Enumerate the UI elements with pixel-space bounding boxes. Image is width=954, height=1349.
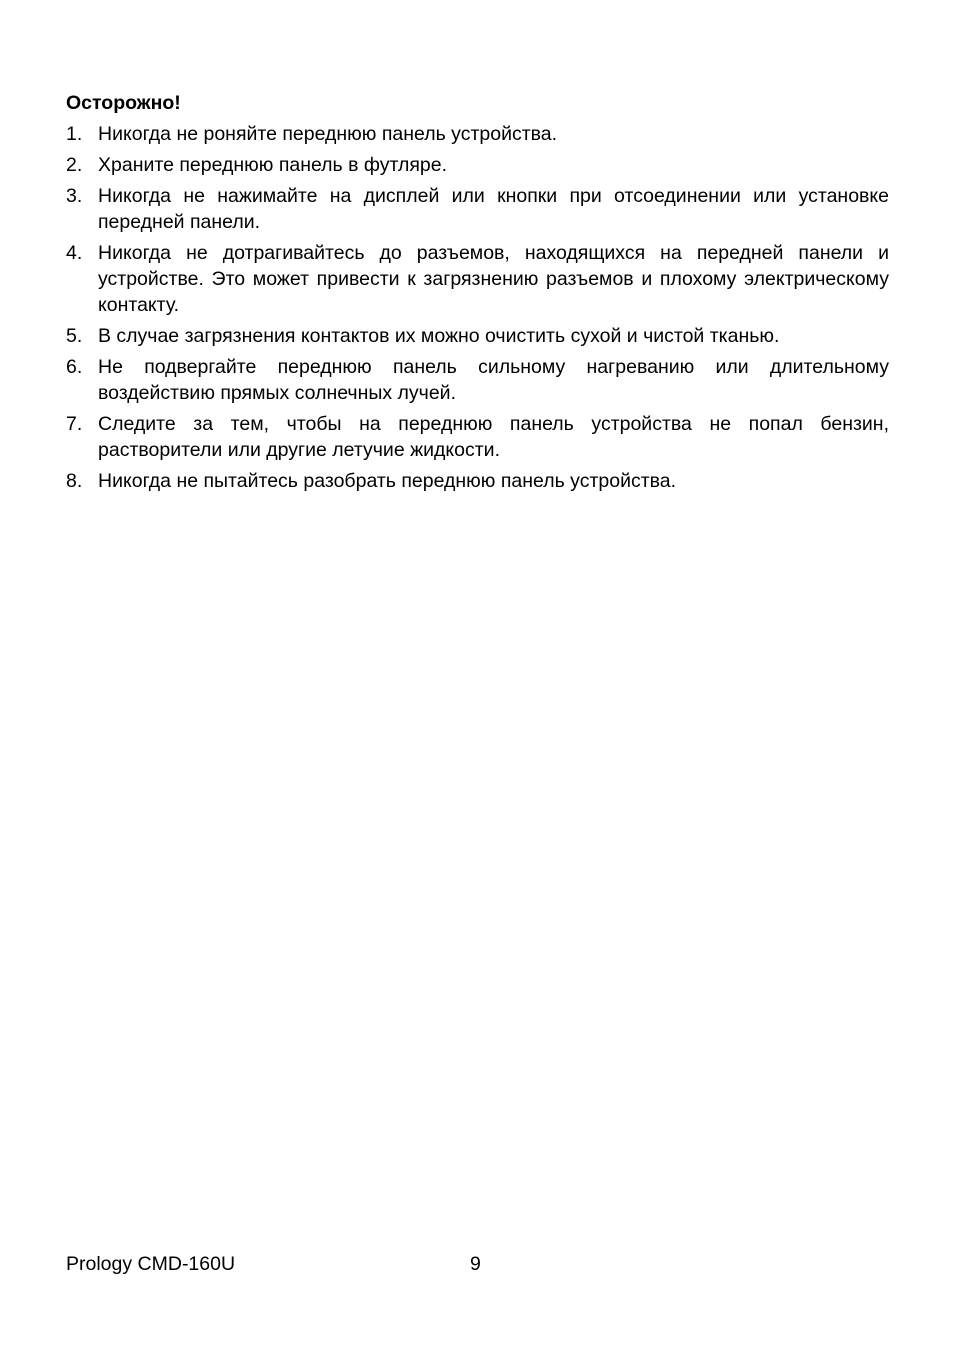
item-number: 5. xyxy=(66,325,83,347)
item-number: 8. xyxy=(66,470,83,492)
list-item xyxy=(66,468,889,494)
item-number: 4. xyxy=(66,242,83,264)
item-number: 3. xyxy=(66,185,83,207)
item-text: Никогда не дотрагивайтесь до разъемов, находящихся на передней панели и устройстве. Это может привести к загрязнению разъемов и плохому электрическому контакту. xyxy=(98,242,889,316)
item-text: Не подвергайте переднюю панель сильному нагреванию или длительному воздействию прямых солнечных лучей. xyxy=(98,356,889,404)
list-item xyxy=(66,152,889,178)
list-item xyxy=(66,411,889,463)
item-text: В случае загрязнения контактов их можно очистить сухой и чистой тканью. xyxy=(98,325,780,347)
item-number: 1. xyxy=(66,123,83,145)
caution-list xyxy=(66,121,889,494)
item-text: Никогда не пытайтесь разобрать переднюю панель устройства. xyxy=(98,470,677,492)
item-text: Храните переднюю панель в футляре. xyxy=(98,154,448,176)
caution-heading: Осторожно! xyxy=(66,92,181,114)
footer-model-name: Prology CMD-160U xyxy=(66,1253,236,1275)
item-text: Никогда не роняйте переднюю панель устройства. xyxy=(98,123,558,145)
list-item xyxy=(66,121,889,147)
item-number: 7. xyxy=(66,413,83,435)
list-item xyxy=(66,354,889,406)
list-item xyxy=(66,323,889,349)
item-text: Следите за тем, чтобы на переднюю панель устройства не попал бензин, растворители или другие летучие жидкости. xyxy=(98,413,889,461)
page-number: 9 xyxy=(470,1253,481,1275)
list-item xyxy=(66,240,889,318)
item-number: 2. xyxy=(66,154,83,176)
list-item xyxy=(66,183,889,235)
item-number: 6. xyxy=(66,356,83,378)
item-text: Никогда не нажимайте на дисплей или кнопки при отсоединении или установке передней панели. xyxy=(98,185,889,233)
caution-section xyxy=(66,90,889,499)
